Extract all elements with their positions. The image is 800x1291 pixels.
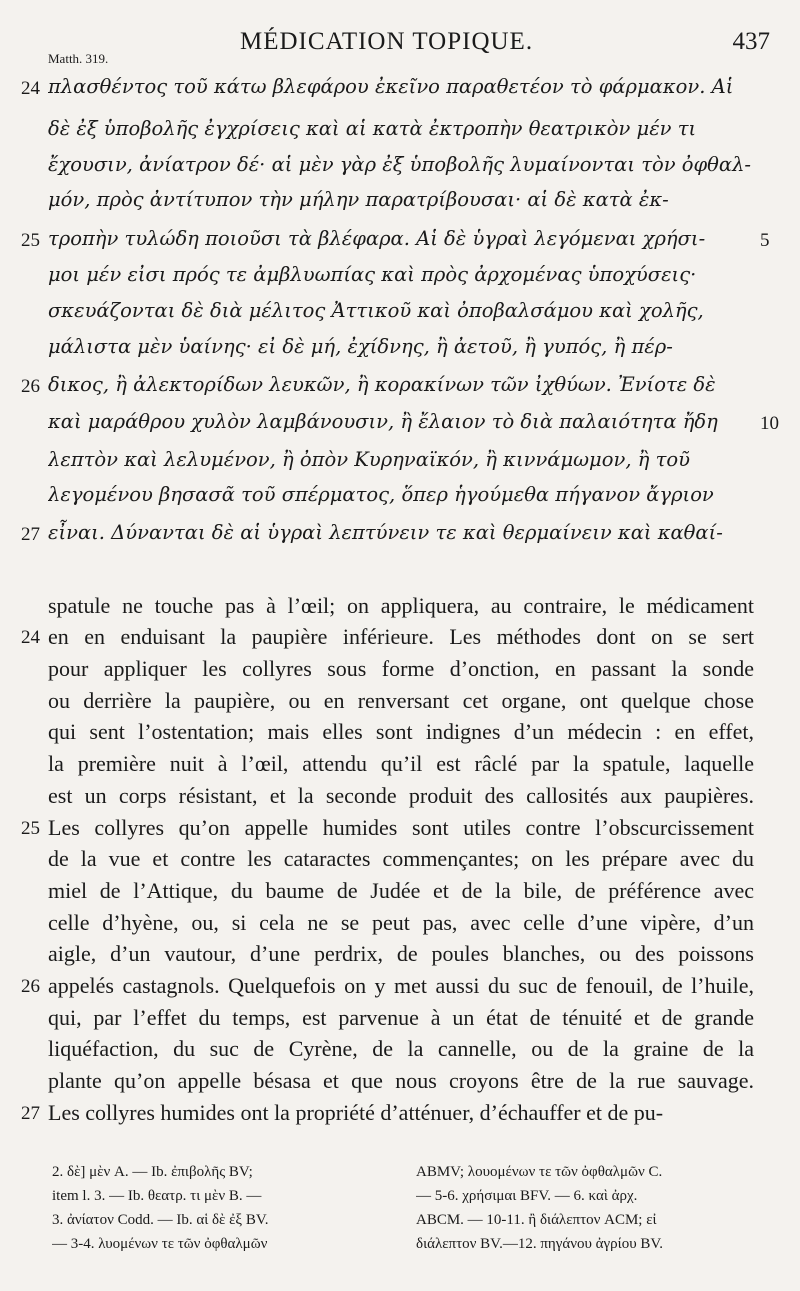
footnote-line: 2. δὲ] μὲν A. — Ib. ἐπιβολῆς BV; (52, 1164, 253, 1180)
greek-line: σκευάζονται δὲ διὰ μέλιτος Ἀττικοῦ καὶ ὀποβαλσάμου καὶ χολῆς, (48, 299, 704, 322)
reference-note: Matth. 319. (48, 51, 109, 66)
greek-line-number: 26 (21, 376, 40, 397)
footnote-line: item l. 3. — Ib. θεατρ. τι μὲν B. — (52, 1188, 262, 1204)
greek-line: δικος, ἢ ἀλεκτορίδων λευκῶν, ἢ κορακίνων τῶν ἰχθύων. Ἐνίοτε δὲ (48, 373, 716, 396)
footnote-line: ABMV; λουομένων τε τῶν ὀφθαλμῶν C. (416, 1164, 663, 1180)
running-title: MÉDICATION TOPIQUE. (240, 28, 534, 55)
french-line-number: 25 (21, 818, 40, 839)
french-line: Les collyres qu’on appelle humides sont utiles contre l’obscurcissement (48, 815, 754, 840)
verse-number: 5 (760, 230, 770, 251)
french-line: la première nuit à l’œil, attendu qu’il est râclé par la spatule, laquelle (48, 751, 754, 776)
greek-line: δὲ ἐξ ὑποβολῆς ἐγχρίσεις καὶ αἱ κατὰ ἐκτροπὴν θεατρικὸν μέν τι (48, 117, 697, 140)
footnote-line: — 5-6. χρήσιμαι BFV. — 6. καὶ ἀρχ. (416, 1188, 638, 1204)
french-line: celle d’hyène, ou, si cela ne se peut pas, avec celle d’une vipère, d’un (48, 910, 754, 935)
greek-line: εἶναι. Δύνανται δὲ αἱ ὑγραὶ λεπτύνειν τε καὶ θερμαίνειν καὶ καθαί- (48, 521, 723, 544)
page-number: 437 (732, 28, 770, 55)
french-line: appelés castagnols. Quelquefois on y met aussi du suc de fenouil, de l’huile, (48, 973, 754, 998)
french-line: qui, par l’effet du temps, est parvenue à un état de ténuité et de grande (48, 1005, 754, 1030)
french-line: spatule ne touche pas à l’œil; on appliquera, au contraire, le médicament (48, 593, 754, 618)
greek-line-number: 25 (21, 230, 40, 251)
french-line: plante qu’on appelle bésasa et que nous croyons être de la rue sauvage. (48, 1068, 754, 1093)
greek-line: καὶ μαράθρου χυλὸν λαμβάνουσιν, ἢ ἔλαιον τὸ διὰ παλαιότητα ἤδη (48, 410, 718, 433)
french-line: liquéfaction, du suc de Cyrène, de la cannelle, ou de la graine de la (48, 1036, 754, 1061)
french-line: de la vue et contre les cataractes commençantes; on les prépare avec du (48, 846, 754, 871)
verse-number: 10 (760, 413, 779, 434)
greek-line: τροπὴν τυλώδη ποιοῦσι τὰ βλέφαρα. Αἱ δὲ ὑγραὶ λεγόμεναι χρήσι- (48, 227, 706, 250)
footnote-line: ABCM. — 10-11. ἢ διάλεπτον ACM; εἰ (416, 1212, 657, 1228)
french-line-number: 27 (21, 1103, 40, 1124)
footnote-line: διάλεπτον BV.—12. πηγάνου ἀγρίου BV. (416, 1236, 664, 1252)
greek-line-number: 27 (21, 524, 40, 545)
french-line: pour appliquer les collyres sous forme d’onction, en passant la sonde (48, 656, 754, 681)
greek-line: μοι μέν εἰσι πρός τε ἀμβλυωπίας καὶ πρὸς ἀρχομένας ὑποχύσεις· (48, 263, 697, 286)
greek-line: πλασθέντος τοῦ κάτω βλεφάρου ἐκεῖνο παραθετέον τὸ φάρμακον. Αἱ (48, 75, 734, 98)
french-line: ou derrière la paupière, ou en renversant cet organe, ont quelque chose (48, 688, 754, 713)
greek-line: ἔχουσιν, ἀνίατρον δέ· αἱ μὲν γὰρ ἐξ ὑποβολῆς λυμαίνονται τὸν ὀφθαλ- (48, 153, 752, 176)
greek-line: μάλιστα μὲν ὑαίνης· εἰ δὲ μή, ἐχίδνης, ἢ ἀετοῦ, ἢ γυπός, ἢ πέρ- (48, 335, 673, 358)
greek-line: μόν, πρὸς ἀντίτυπον τὴν μήλην παρατρίβουσαι· αἱ δὲ κατὰ ἐκ- (48, 188, 669, 211)
greek-line-number: 24 (21, 78, 40, 99)
greek-line: λεπτὸν καὶ λελυμένον, ἢ ὀπὸν Κυρηναϊκόν, ἢ κιννάμωμον, ἢ τοῦ (48, 448, 690, 471)
french-line: miel de l’Attique, du baume de Judée et de la bile, de préférence avec (48, 878, 754, 903)
greek-line: λεγομένου βησασᾶ τοῦ σπέρματος, ὅπερ ἡγούμεθα πήγανον ἄγριον (48, 483, 714, 506)
footnote-line: 3. ἀνίατον Codd. — Ib. αἱ δὲ ἐξ BV. (52, 1212, 269, 1228)
french-line: qui sent l’ostentation; mais elles sont indignes d’un médecin : en effet, (48, 719, 754, 744)
french-line: Les collyres humides ont la propriété d’atténuer, d’échauffer et de pu- (48, 1100, 664, 1125)
french-line-number: 24 (21, 627, 40, 648)
french-line-number: 26 (21, 976, 40, 997)
french-line: aigle, d’un vautour, d’une perdrix, de poules blanches, ou des poissons (48, 941, 754, 966)
footnote-line: — 3-4. λυομένων τε τῶν ὀφθαλμῶν (52, 1236, 268, 1252)
french-line: en en enduisant la paupière inférieure. Les méthodes dont on se sert (48, 624, 754, 649)
french-line: est un corps résistant, et la seconde produit des callosités aux paupières. (48, 783, 754, 808)
page-header (0, 28, 800, 62)
